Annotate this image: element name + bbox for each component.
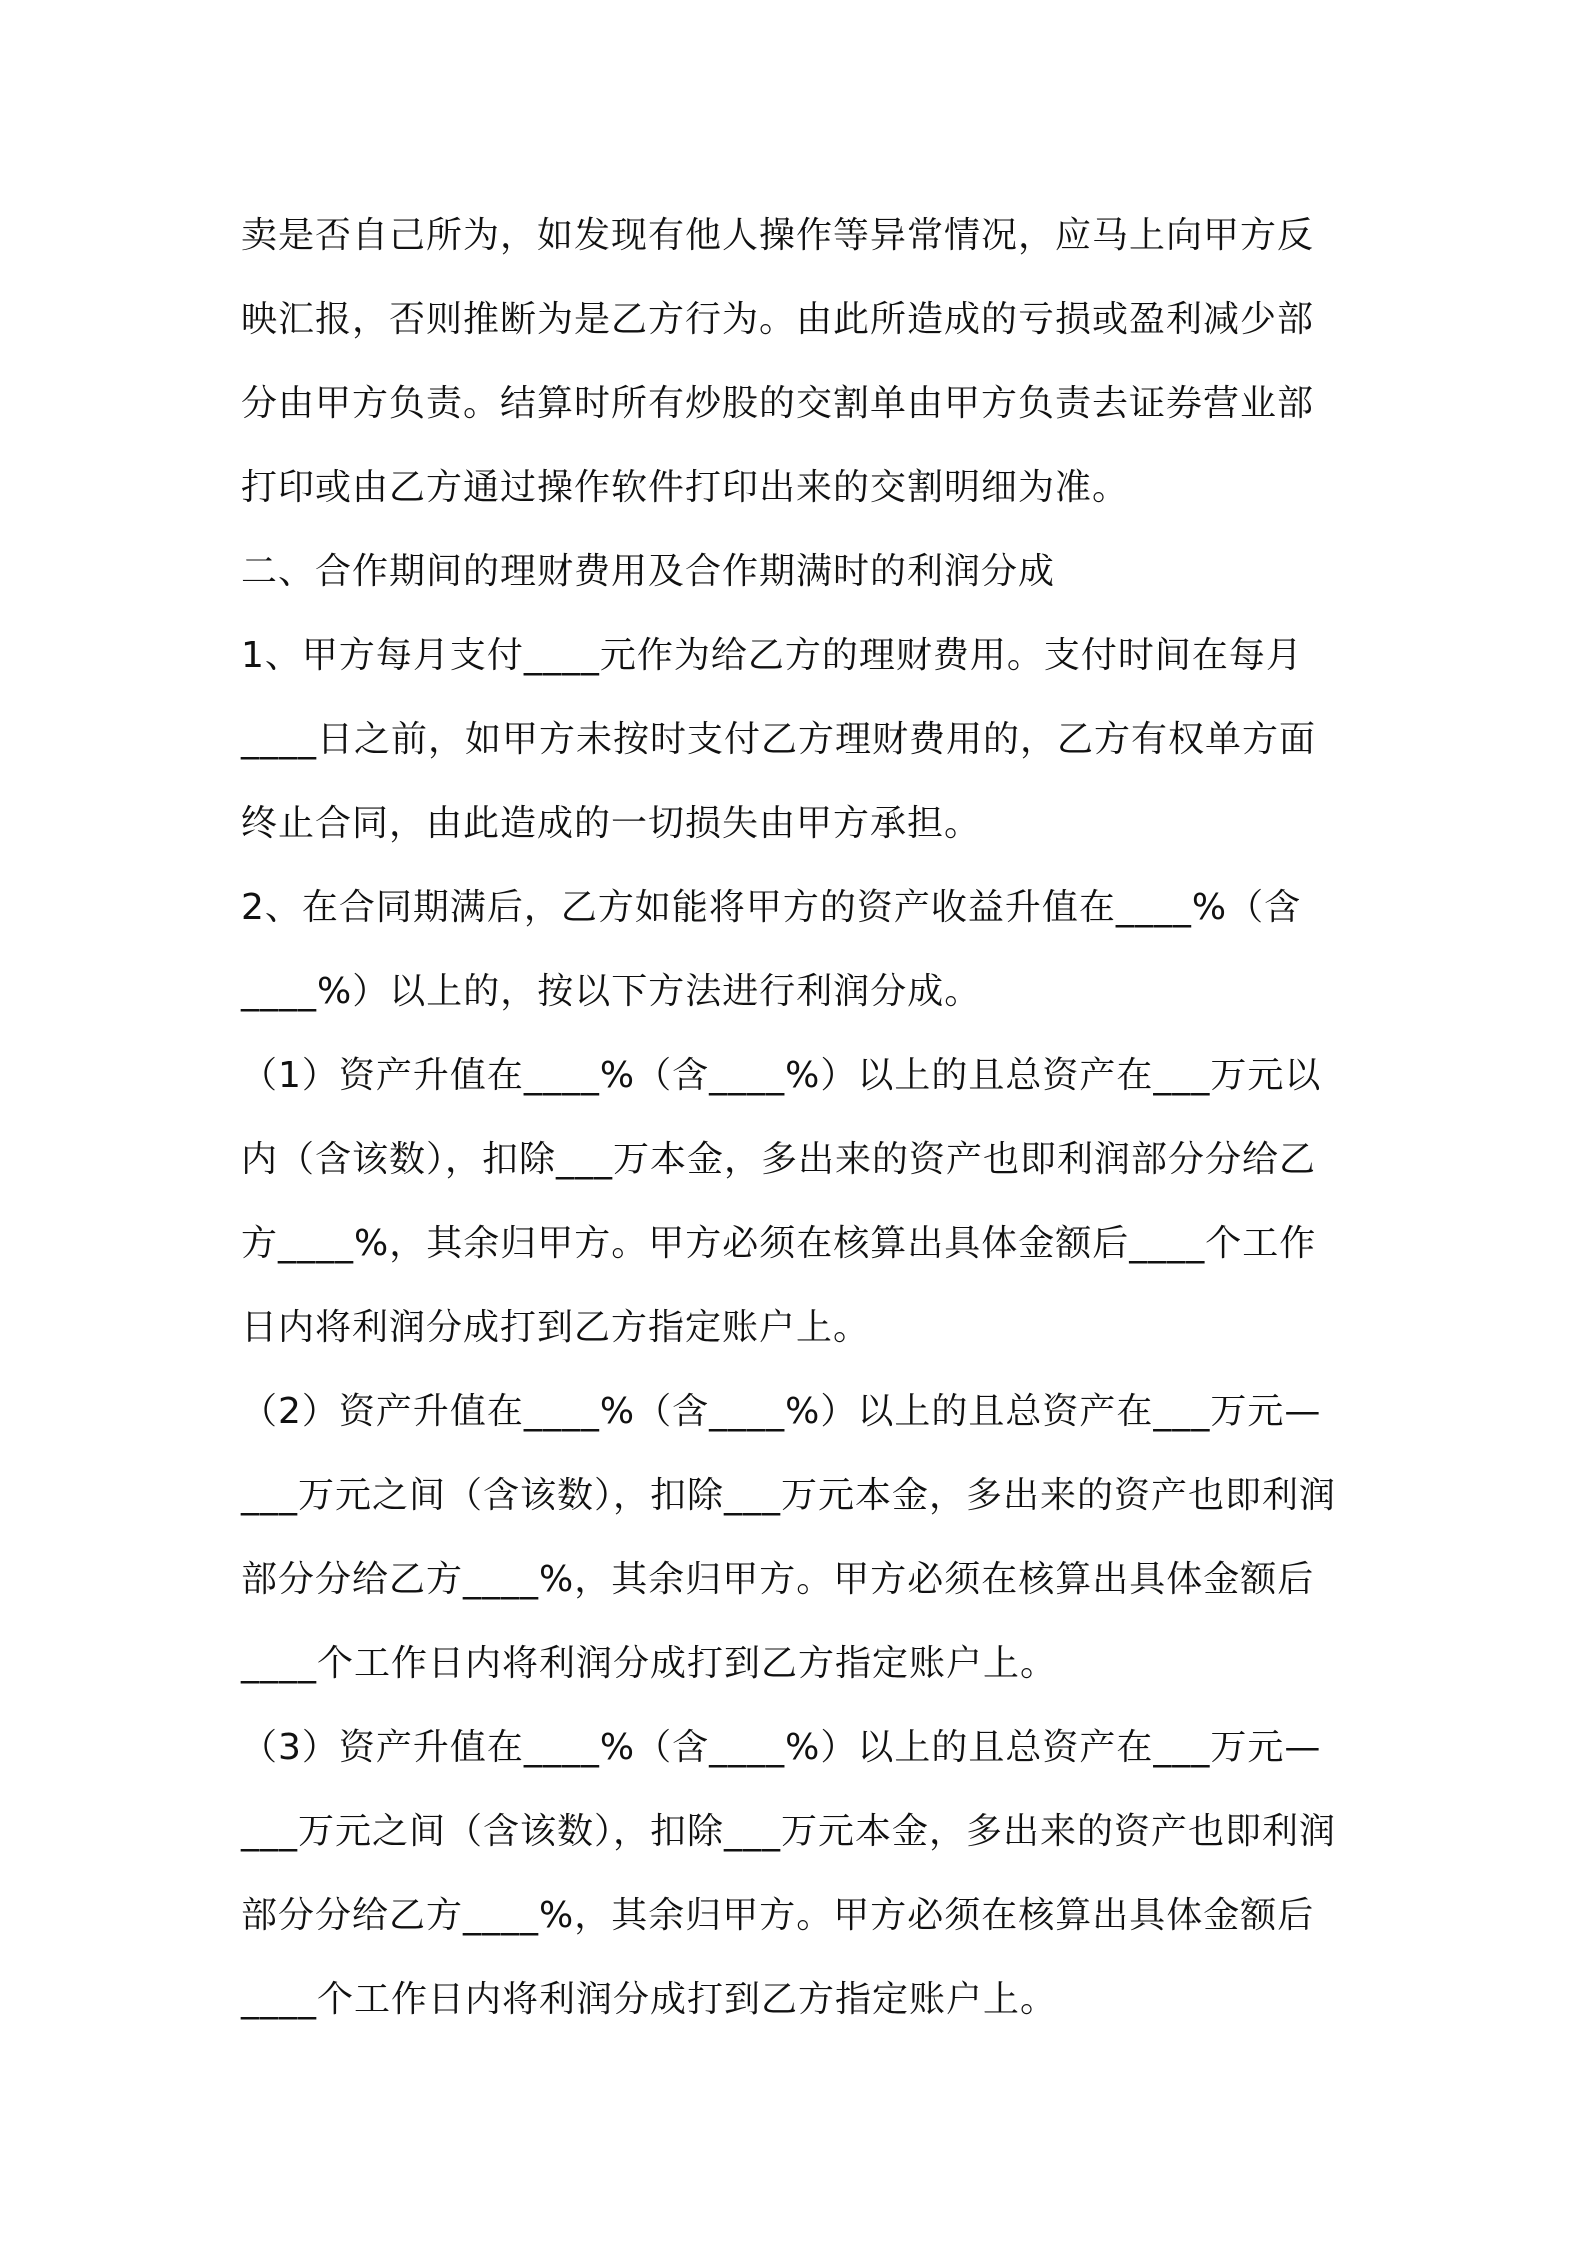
clause-2-profit-sharing: 2、在合同期满后，乙方如能将甲方的资产收益升值在____%（含____%）以上的，按以下方法进行利润分成。	[241, 887, 1302, 1012]
document-body	[241, 194, 1346, 2042]
section-heading-fees-and-profit: 二、合作期间的理财费用及合作期满时的利润分成	[241, 551, 1056, 592]
subclause-3: （3）资产升值在____%（含____%）以上的且总资产在___万元—___万元之间（含该数），扣除___万元本金，多出来的资产也即利润部分分给乙方____%，其余归甲方。甲方必须在核算出具体金额后____个工作日内将利润分成打到乙方指定账户上。	[241, 1727, 1337, 2020]
clause-1-monthly-fee: 1、甲方每月支付____元作为给乙方的理财费用。支付时间在每月____日之前，如甲方未按时支付乙方理财费用的，乙方有权单方面终止合同，由此造成的一切损失由甲方承担。	[241, 635, 1317, 844]
subclause-1: （1）资产升值在____%（含____%）以上的且总资产在___万元以内（含该数），扣除___万本金，多出来的资产也即利润部分分给乙方____%，其余归甲方。甲方必须在核算出具体金额后____个工作日内将利润分成打到乙方指定账户上。	[241, 1055, 1322, 1348]
subclause-2: （2）资产升值在____%（含____%）以上的且总资产在___万元—___万元之间（含该数），扣除___万元本金，多出来的资产也即利润部分分给乙方____%，其余归甲方。甲方必须在核算出具体金额后____个工作日内将利润分成打到乙方指定账户上。	[241, 1391, 1337, 1684]
paragraph-trade-verification: 卖是否自己所为，如发现有他人操作等异常情况，应马上向甲方反映汇报，否则推断为是乙方行为。由此所造成的亏损或盈利减少部分由甲方负责。结算时所有炒股的交割单由甲方负责去证券营业部打印或由乙方通过操作软件打印出来的交割明细为准。	[241, 215, 1315, 508]
